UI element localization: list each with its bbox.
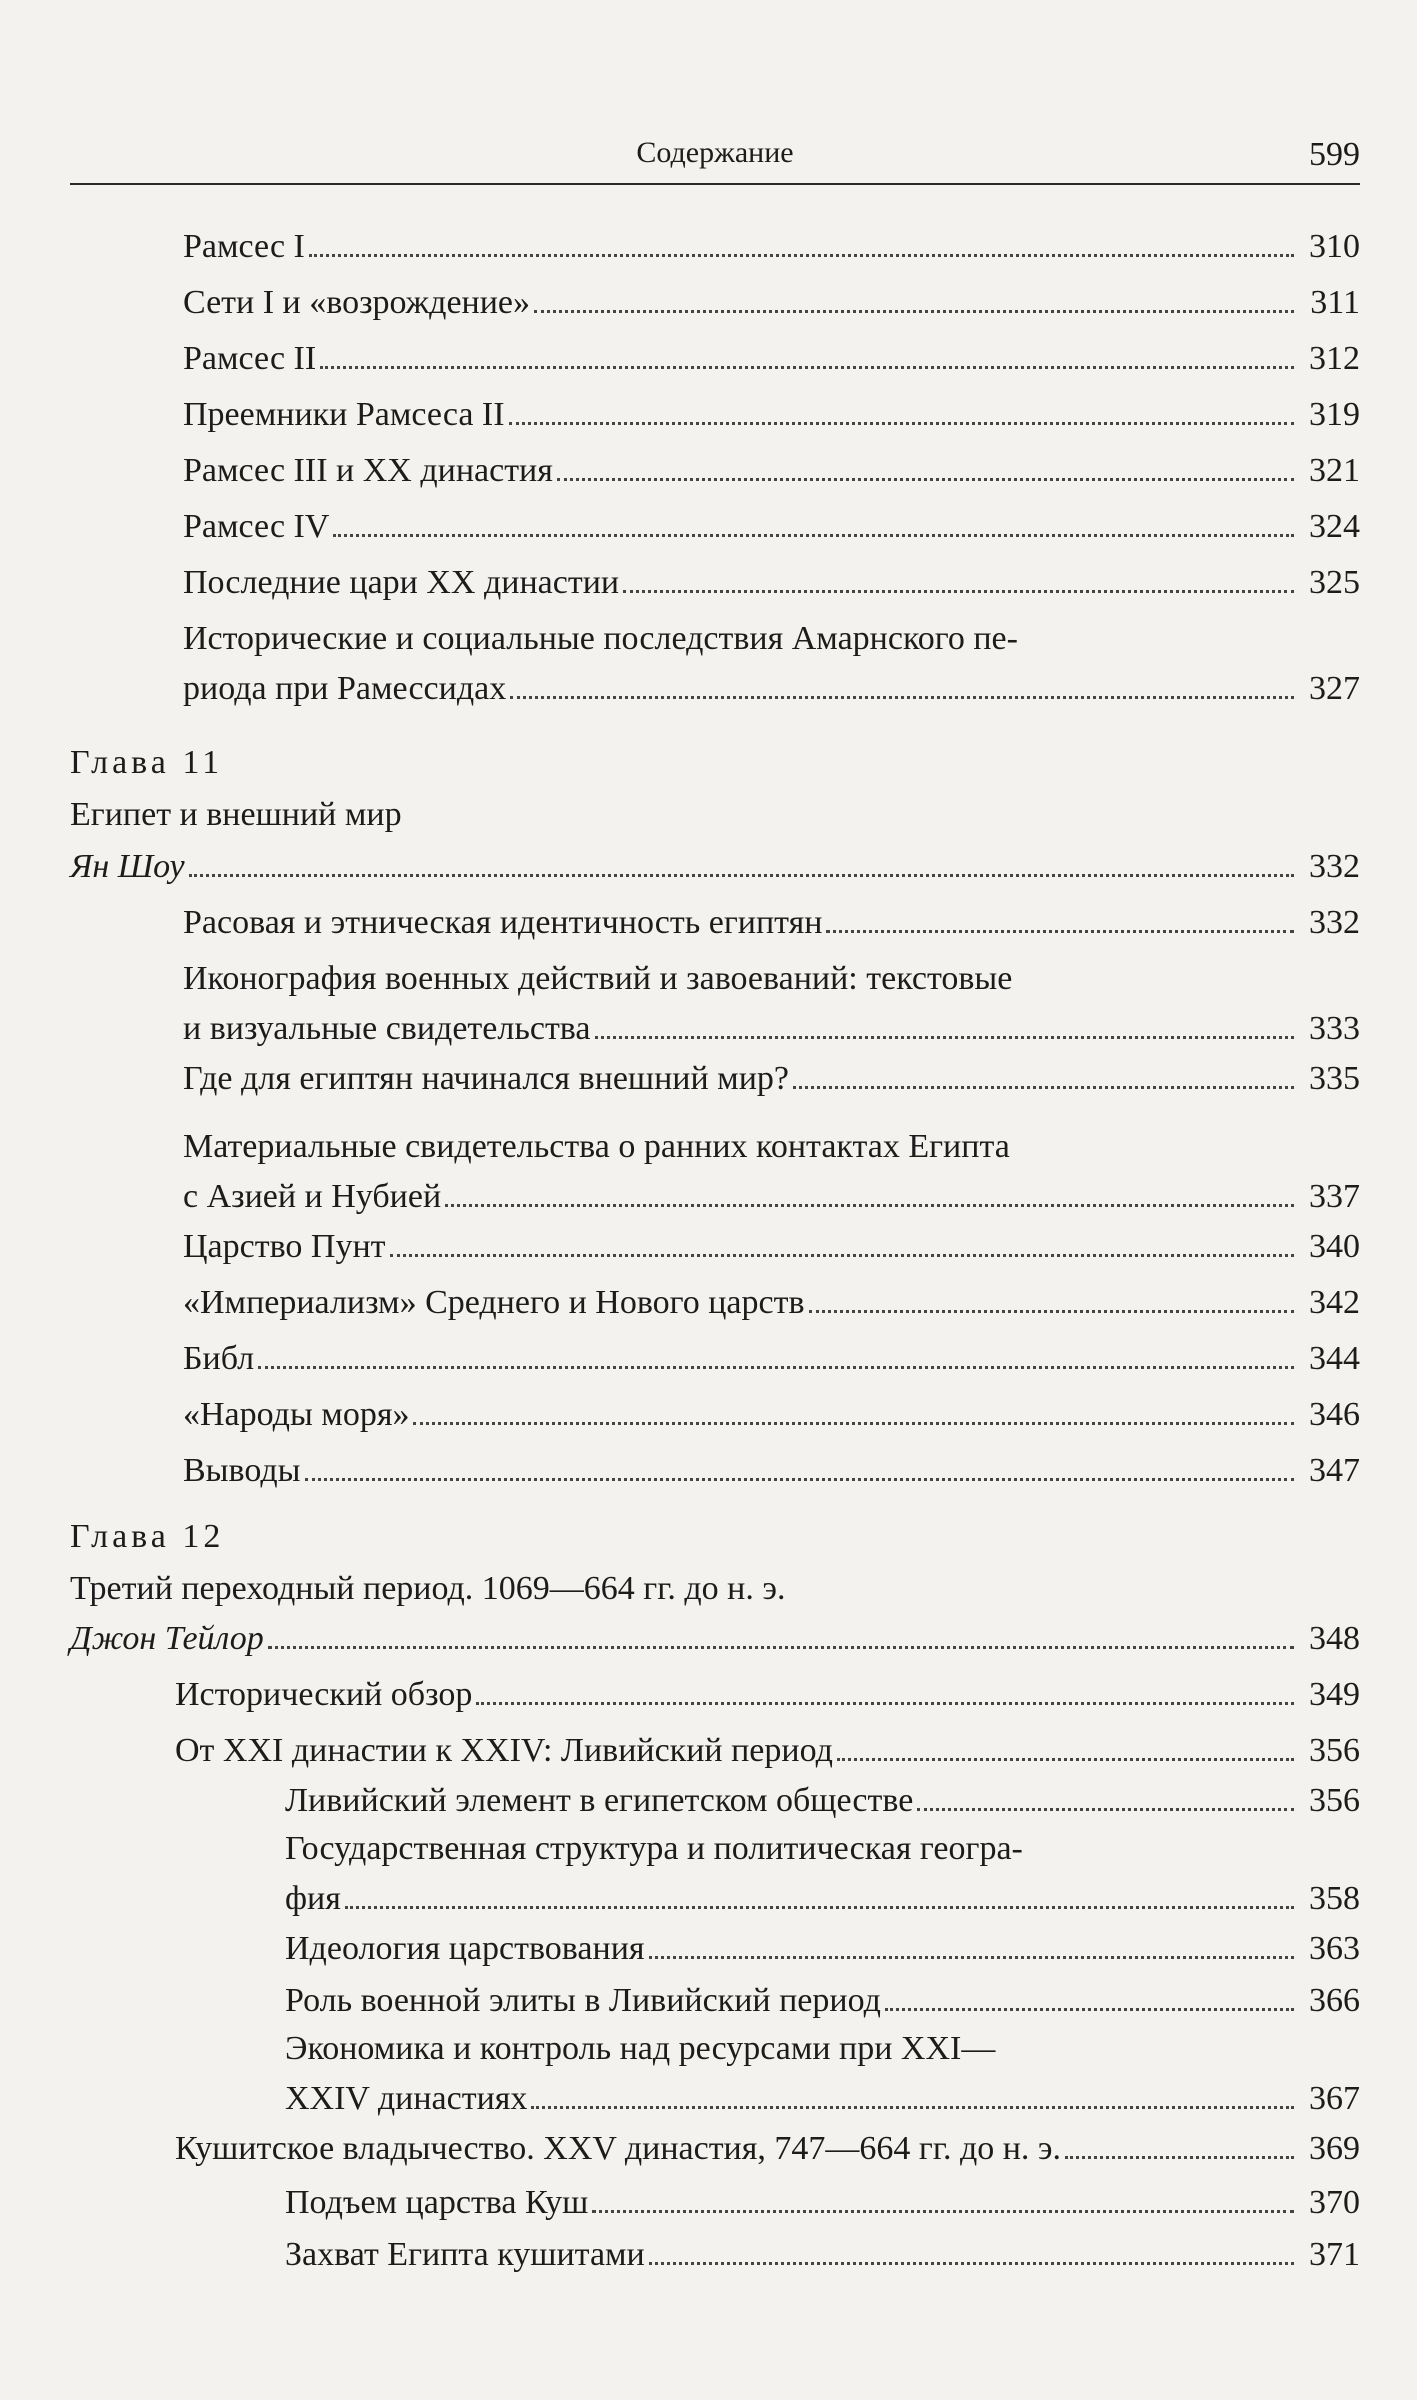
dot-leader [413, 1422, 1294, 1425]
toc-entry-page: 325 [1309, 564, 1360, 601]
toc-entry-title: От XXI династии к XXIV: Ливийский период [175, 1732, 833, 1769]
dot-leader [320, 366, 1294, 369]
dot-leader [390, 1254, 1294, 1257]
page-number: 599 [1309, 136, 1360, 173]
toc-entry [183, 558, 1360, 608]
dot-leader [333, 534, 1294, 537]
toc-entry [183, 1390, 1360, 1440]
chapter-12-author: Джон Тейлор [70, 1620, 264, 1657]
toc-entry [183, 390, 1360, 440]
dot-leader [309, 254, 1294, 257]
dot-leader [809, 1310, 1294, 1313]
dot-leader [623, 590, 1294, 593]
toc-entry [175, 1670, 1360, 1720]
toc-entry-page: 347 [1309, 1452, 1360, 1489]
toc-entry-page: 340 [1309, 1228, 1360, 1265]
toc-entry-page: 371 [1309, 2236, 1360, 2273]
toc-entry [183, 502, 1360, 552]
toc-entry-title-line1: Материальные свидетельства о ранних контактах Египта [183, 1128, 1010, 1165]
toc-entry-page: 349 [1309, 1676, 1360, 1713]
toc-entry [183, 1222, 1360, 1272]
dot-leader [837, 1758, 1294, 1761]
dot-leader [649, 1956, 1294, 1959]
chapter-12-label: Глава 12 [70, 1518, 225, 1555]
chapter-11-label: Глава 11 [70, 744, 224, 781]
chapter-11-author-entry [70, 842, 1360, 892]
toc-entry-title: Ливийский элемент в египетском обществе [285, 1782, 914, 1819]
toc-entry [183, 614, 1360, 714]
dot-leader [345, 1906, 1294, 1909]
header-rule [70, 183, 1360, 185]
toc-entry-title-line2: с Азией и Нубией [183, 1178, 442, 1215]
toc-entry-title: «Народы моря» [183, 1396, 410, 1433]
toc-entry-title: Роль военной элиты в Ливийский период [285, 1982, 881, 2019]
toc-entry [183, 278, 1360, 328]
toc-entry-page: 332 [1309, 848, 1360, 885]
toc-subentry [285, 1776, 1360, 1826]
toc-entry-title-line1: Исторические и социальные последствия Амарнского пе- [183, 620, 1018, 657]
dot-leader [595, 1036, 1294, 1039]
dot-leader [534, 310, 1294, 313]
toc-entry-page: 319 [1309, 396, 1360, 433]
toc-entry-title: Последние цари XX династии [183, 564, 620, 601]
toc-entry-title-line2: и визуальные свидетельства [183, 1010, 591, 1047]
toc-entry-page: 312 [1309, 340, 1360, 377]
toc-entry [183, 1122, 1360, 1222]
dot-leader [476, 1702, 1294, 1705]
toc-subentry [285, 2230, 1360, 2280]
toc-entry-page: 324 [1309, 508, 1360, 545]
toc-entry-page: 321 [1309, 452, 1360, 489]
dot-leader [531, 2106, 1294, 2109]
toc-entry [183, 222, 1360, 272]
chapter-12-title: Третий переходный период. 1069—664 гг. до н. э. [70, 1570, 786, 1607]
toc-entry-page: 363 [1309, 1930, 1360, 1967]
toc-entry [183, 1446, 1360, 1496]
toc-entry-page: 337 [1309, 1178, 1360, 1215]
toc-entry-page: 346 [1309, 1396, 1360, 1433]
toc-entry-title: Рамсес III и XX династия [183, 452, 553, 489]
toc-entry [183, 954, 1360, 1054]
toc-entry [183, 334, 1360, 384]
toc-entry-title: Выводы [183, 1452, 301, 1489]
toc-entry-page: 356 [1309, 1732, 1360, 1769]
toc-entry-title: Рамсес II [183, 340, 317, 377]
toc-entry-page: 369 [1309, 2130, 1360, 2167]
toc-entry-title: «Империализм» Среднего и Нового царств [183, 1284, 805, 1321]
toc-subentry [285, 2024, 1360, 2124]
toc-entry [183, 1334, 1360, 1384]
toc-entry-page: 335 [1309, 1060, 1360, 1097]
toc-entry [175, 1726, 1360, 1776]
dot-leader [1065, 2156, 1294, 2159]
toc-entry-title-line1: Экономика и контроль над ресурсами при XXI— [285, 2030, 996, 2067]
toc-entry-page: 333 [1309, 1010, 1360, 1047]
toc-entry-title-line1: Государственная структура и политическая геогра- [285, 1830, 1023, 1867]
chapter-12-author-entry [70, 1614, 1360, 1664]
dot-leader [557, 478, 1294, 481]
dot-leader [510, 696, 1294, 699]
toc-entry-page: 367 [1309, 2080, 1360, 2117]
toc-entry-title-line1: Иконография военных действий и завоеваний: текстовые [183, 960, 1013, 997]
running-head-title: Содержание [636, 136, 794, 169]
toc-entry [183, 446, 1360, 496]
toc-entry [175, 2124, 1360, 2174]
toc-subentry [285, 2178, 1360, 2228]
toc-entry-page: 348 [1309, 1620, 1360, 1657]
toc-entry-page: 358 [1309, 1880, 1360, 1917]
toc-entry-page: 342 [1309, 1284, 1360, 1321]
dot-leader [445, 1204, 1294, 1207]
toc-subentry [285, 1924, 1360, 1974]
toc-entry [183, 1278, 1360, 1328]
toc-entry [183, 898, 1360, 948]
toc-entry-title: Царство Пунт [183, 1228, 386, 1265]
toc-subentry [285, 1824, 1360, 1924]
dot-leader [592, 2210, 1294, 2213]
dot-leader [826, 930, 1294, 933]
toc-entry-title-line2: XXIV династиях [285, 2080, 528, 2117]
toc-entry-title: Подъем царства Куш [285, 2184, 589, 2221]
toc-entry-page: 370 [1309, 2184, 1360, 2221]
toc-entry-page: 327 [1309, 670, 1360, 707]
dot-leader [509, 422, 1294, 425]
toc-entry-title: Исторический обзор [175, 1676, 473, 1713]
toc-entry-page: 332 [1309, 904, 1360, 941]
chapter-11-author: Ян Шоу [70, 848, 185, 885]
dot-leader [917, 1808, 1294, 1811]
toc-entry-title: Кушитское владычество. XXV династия, 747—664 гг. до н. э. [175, 2130, 1062, 2167]
toc-entry-title: Рамсес I [183, 228, 305, 265]
toc-entry-title: Расовая и этническая идентичность египтян [183, 904, 823, 941]
dot-leader [305, 1478, 1294, 1481]
toc-entry-page: 356 [1309, 1782, 1360, 1819]
toc-entry-title: Где для египтян начинался внешний мир? [183, 1060, 789, 1097]
toc-entry [183, 1054, 1360, 1104]
toc-entry-page: 311 [1310, 284, 1360, 321]
dot-leader [268, 1646, 1294, 1649]
toc-entry-title: Сети I и «возрождение» [183, 284, 531, 321]
toc-entry-title-line2: риода при Рамессидах [183, 670, 507, 707]
toc-entry-title-line2: фия [285, 1880, 341, 1917]
toc-entry-title: Захват Египта кушитами [285, 2236, 645, 2273]
dot-leader [258, 1366, 1294, 1369]
chapter-11-title: Египет и внешний мир [70, 796, 402, 833]
toc-entry-page: 344 [1309, 1340, 1360, 1377]
dot-leader [649, 2262, 1294, 2265]
toc-subentry [285, 1976, 1360, 2026]
toc-entry-title: Библ [183, 1340, 255, 1377]
toc-entry-title: Идеология царствования [285, 1930, 645, 1967]
toc-entry-title: Преемники Рамсеса II [183, 396, 505, 433]
dot-leader [189, 874, 1294, 877]
toc-entry-page: 310 [1309, 228, 1360, 265]
dot-leader [885, 2008, 1294, 2011]
toc-entry-page: 366 [1309, 1982, 1360, 2019]
dot-leader [793, 1086, 1294, 1089]
running-head [70, 128, 1360, 188]
toc-entry-title: Рамсес IV [183, 508, 330, 545]
